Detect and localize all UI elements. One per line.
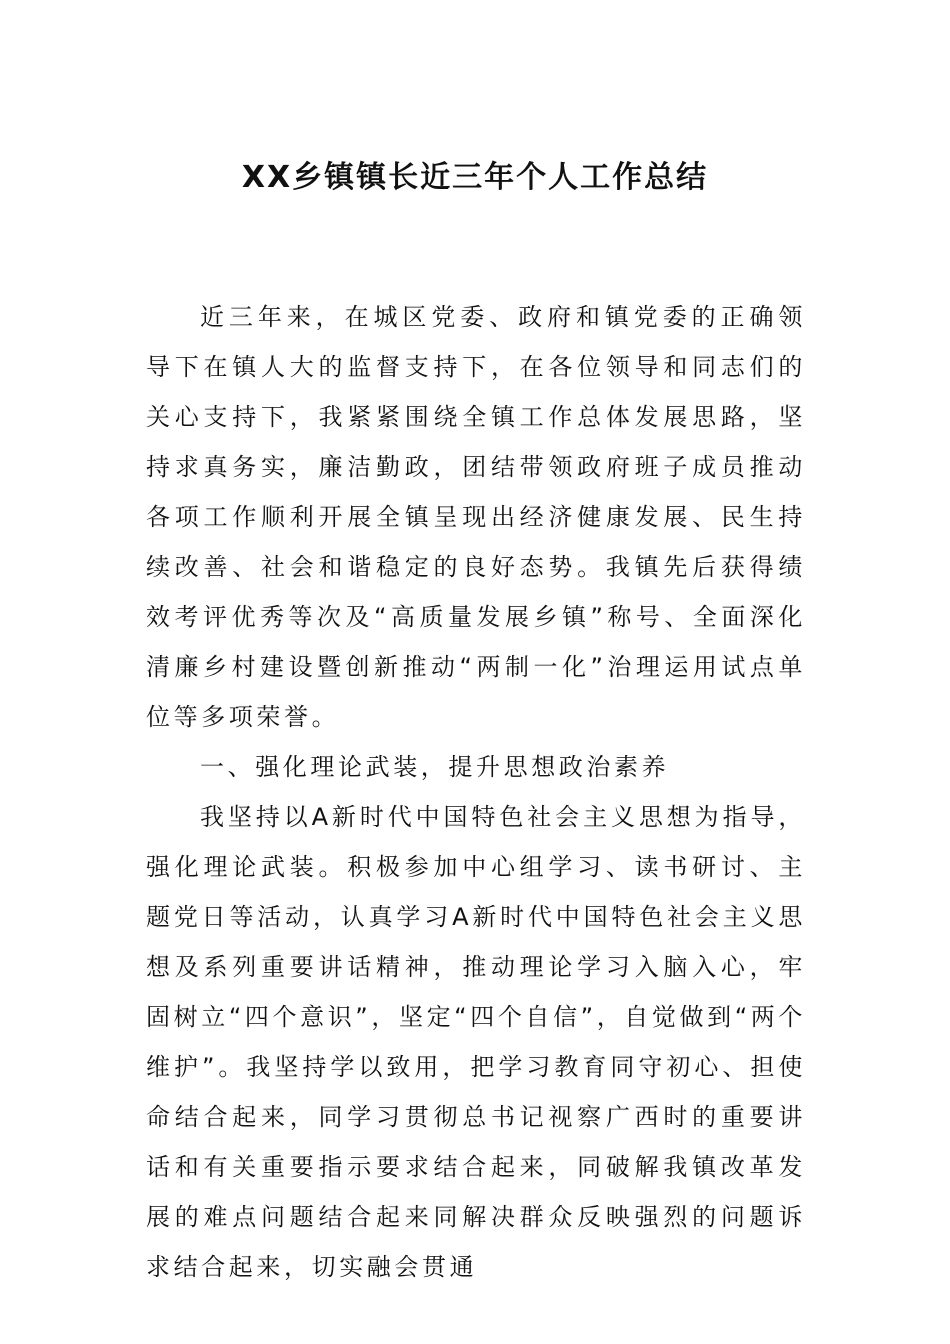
section-heading: 一、强化理论武装，提升思想政治素养 bbox=[200, 753, 670, 781]
intro-paragraph: 近三年来，在城区党委、政府和镇党委的正确领导下在镇人大的监督支持下，在各位领导和同志们的关心支持下，我紧紧围绕全镇工作总体发展思路，坚持求真务实，廉洁勤政，团结带领政府班子成员推动各项工作顺利开展全镇呈现出经济健康发展、民生持续改善、社会和谐稳定的良好态势。我镇先后获得绩效考评优秀等次及“高质量发展乡镇”称号、全面深化清廉乡村建设暨创新推动“两制一化”治理运用试点单位等多项荣誉。 bbox=[146, 303, 806, 731]
section-paragraph: 我坚持以A新时代中国特色社会主义思想为指导，强化理论武装。积极参加中心组学习、读书研讨、主题党日等活动，认真学习A新时代中国特色社会主义思想及系列重要讲话精神，推动理论学习入脑入心，牢固树立“四个意识”，坚定“四个自信”，自觉做到“两个维护”。我坚持学以致用，把学习教育同守初心、担使命结合起来，同学习贯彻总书记视察广西时的重要讲话和有关重要指示要求结合起来，同破解我镇改革发展的难点问题结合起来同解决群众反映强烈的问题诉求结合起来，切实融会贯通 bbox=[146, 803, 806, 1281]
document-title: XX乡镇镇长近三年个人工作总结 bbox=[241, 160, 709, 195]
document-body bbox=[146, 292, 806, 1292]
